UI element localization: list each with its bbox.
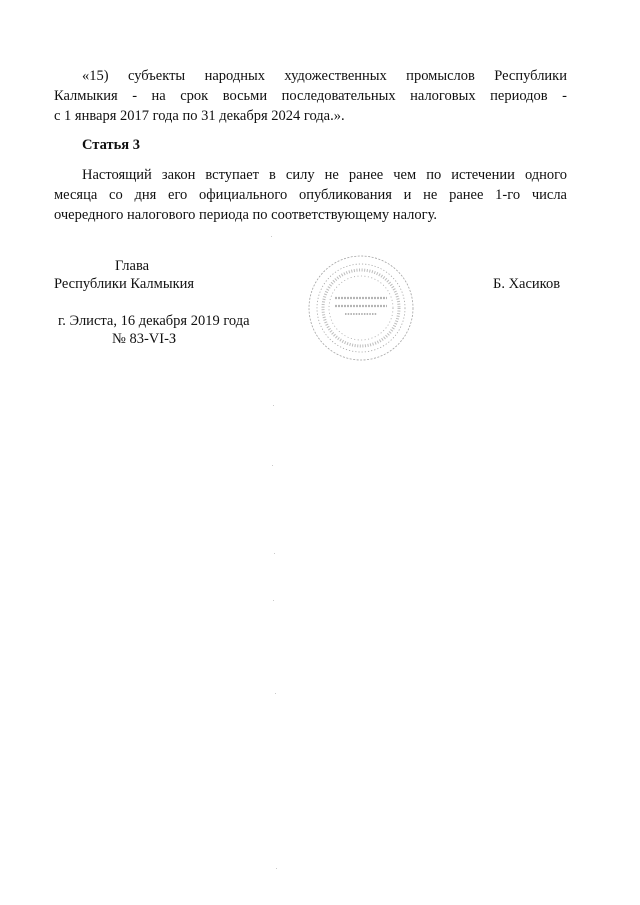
- signatory-title-line-1: Глава: [115, 258, 150, 274]
- seal-text-band: [323, 270, 399, 346]
- scan-speck: [272, 465, 273, 466]
- article-3-heading: Статья 3: [82, 137, 140, 153]
- scan-speck: [271, 236, 272, 237]
- seal-outer-ring: [309, 256, 413, 360]
- signatory-title-line-2: Республики Калмыкия: [54, 276, 195, 292]
- paragraph-line: очередного налогового периода по соответствующему налогу.: [54, 207, 437, 223]
- seal-inner-ring: [329, 276, 393, 340]
- scan-speck: [273, 600, 274, 601]
- paragraph-line: с 1 января 2017 года по 31 декабря 2024 года.».: [54, 108, 345, 124]
- scan-speck: [274, 553, 275, 554]
- place-and-date: г. Элиста, 16 декабря 2019 года: [58, 313, 250, 329]
- seal-graphic: [301, 250, 421, 370]
- paragraph-line: Настоящий закон вступает в силу не ранее чем по истечении одного: [82, 167, 567, 183]
- signatory-name: Б. Хасиков: [493, 276, 561, 292]
- scan-speck: [273, 405, 274, 406]
- law-number: № 83-VI-З: [112, 331, 177, 347]
- paragraph-line: Калмыкия - на срок восьми последовательных налоговых периодов -: [54, 88, 567, 104]
- scan-speck: [276, 868, 277, 869]
- scan-speck: [275, 693, 276, 694]
- article-3-paragraph: [54, 165, 567, 225]
- seal-middle-ring: [317, 264, 405, 352]
- paragraph-line: «15) субъекты народных художественных промыслов Республики: [82, 68, 567, 84]
- official-seal-stamp: [301, 250, 421, 370]
- paragraph-line: месяца со дня его официального опубликования и не ранее 1-го числа: [54, 187, 567, 203]
- article-2-closing-paragraph: [54, 66, 567, 126]
